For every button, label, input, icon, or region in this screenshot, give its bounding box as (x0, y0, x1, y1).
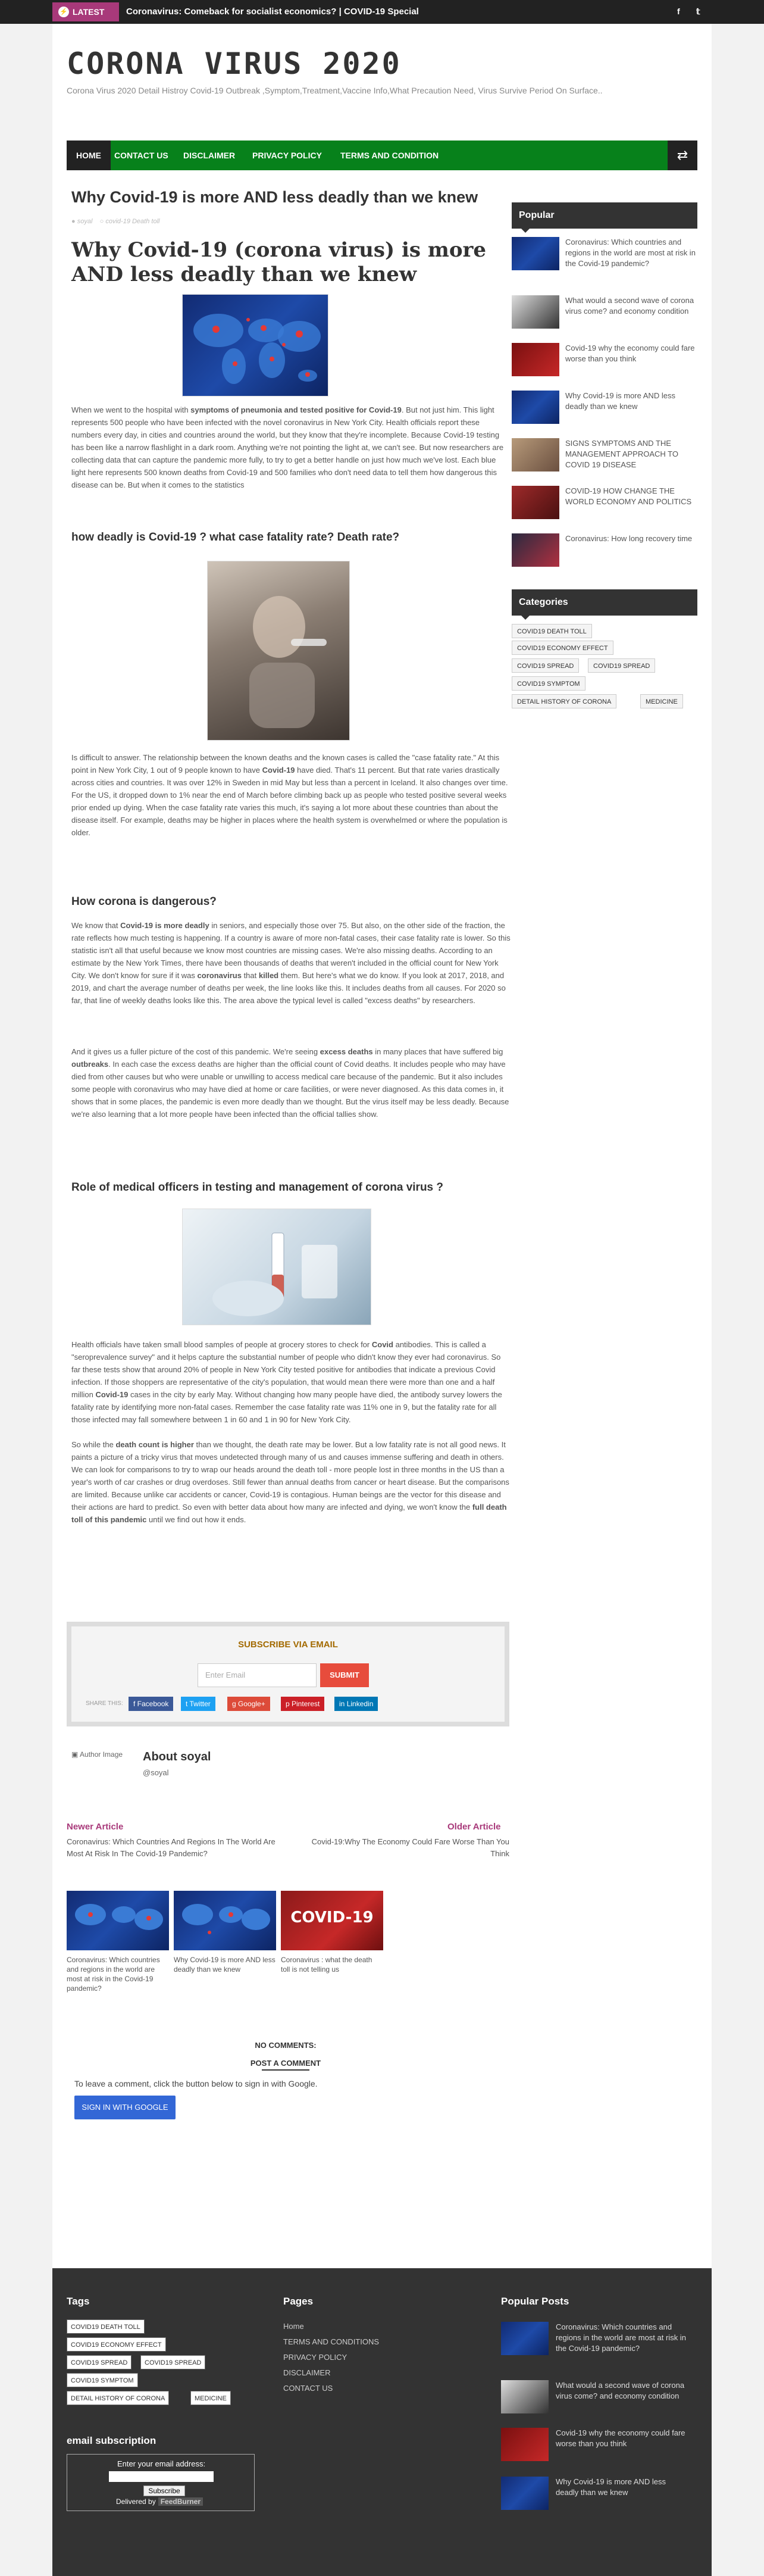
post-comment-label: POST A COMMENT (250, 2059, 321, 2068)
pinterest-icon: p (286, 1700, 292, 1708)
bolt-icon: ⚡ (58, 7, 69, 17)
paragraph-health-officials (71, 1338, 512, 1426)
nav-disclaimer[interactable]: DISCLAIMER (183, 151, 236, 160)
twitter-icon: t (186, 1700, 190, 1708)
footer-popular-link-2[interactable]: What would a second wave of corona virus come? and economy condition (556, 2381, 685, 2400)
bold-span: Covid (371, 1340, 393, 1349)
bold-span: killed (258, 971, 279, 980)
google-plus-icon: g (232, 1700, 239, 1708)
twitter-icon[interactable]: 𝕥 (696, 7, 700, 16)
category-tag[interactable]: COVID19 DEATH TOLL (512, 624, 592, 638)
category-tag[interactable]: COVID19 SYMPTOM (512, 676, 585, 691)
nav-terms-condition[interactable]: TERMS AND CONDITION (340, 151, 439, 160)
popular-thumb-6[interactable] (512, 486, 559, 519)
author-icon: ● (71, 218, 76, 225)
footer-tag[interactable]: COVID19 ECONOMY EFFECT (67, 2337, 166, 2352)
shuffle-icon[interactable]: ⇄ (668, 140, 697, 170)
broken-image-icon: ▣ (71, 1750, 80, 1759)
world-map-graphic (183, 295, 329, 397)
category-tag[interactable]: MEDICINE (640, 694, 683, 708)
footer-popular-link-4[interactable]: Why Covid-19 is more AND less deadly than we knew (556, 2477, 666, 2497)
related-thumb-2[interactable] (174, 1891, 276, 1950)
bold-span: death count is higher (115, 1440, 194, 1449)
newer-article-label: Newer Article (67, 1822, 124, 1832)
post-author[interactable]: soyal (77, 218, 93, 225)
paragraph-intro (71, 404, 512, 491)
footer-popular-link-1[interactable]: Coronavirus: Which countries and regions in the world are most at risk in the Covid-19 pandemic? (556, 2322, 686, 2353)
newer-article-link[interactable]: Coronavirus: Which Countries And Regions In The World Are Most At Risk In The Covid-19 Pandemic? (67, 1837, 275, 1858)
footer-tags-title: Tags (67, 2296, 90, 2307)
text-span: Health officials have taken small blood samples of people at grocery stores to check for (71, 1340, 372, 1349)
text-span: have died. That's 11 percent. But that rate varies drastically across cities and countries. It was over 12% in Sweden in mid May but less than a percent in Iceland. It also changes over time. For the US, it dropped down to 1% near the end of March before climbing back up as people who tested positive several weeks prior ended up dying. When the case fatality rate varies this much, it's saying a lot more about these countries than about the disease itself. For example, deaths may be higher in places where the health system is overwhelmed or where the population is older. (71, 766, 508, 837)
footer-subscribe-button[interactable]: Subscribe (143, 2486, 185, 2496)
comment-instructions: To leave a comment, click the button below to sign in with Google. (74, 2079, 318, 2088)
footer-popular-thumb-1[interactable] (501, 2322, 549, 2355)
footer-email-title: email subscription (67, 2435, 156, 2446)
text-span: Is difficult to answer. The relationship between the known deaths and the known cases is called the "case fatality rate." At this point in New York City, 1 out of 9 people known to have (71, 753, 500, 775)
share-google-button[interactable] (227, 1697, 270, 1711)
post-comment-underline (262, 2069, 309, 2071)
footer-tag[interactable]: COVID19 SYMPTOM (67, 2373, 138, 2387)
popular-thumb-2[interactable] (512, 295, 559, 329)
bold-span: Covid-19 (95, 1390, 129, 1399)
ticker-link[interactable]: Coronavirus: Comeback for socialist economics? | COVID-19 Special (126, 7, 419, 17)
post-heading: Why Covid-19 is more AND less deadly than we knew (71, 188, 478, 206)
text-span: them. But here's what we do know. If you look at 2017, 2018, and 2019, and chart the average number of deaths per week, the line looks like this. It includes deaths from all causes. For 2020 so far, that line of weekly deaths looks like this. The area above the typical level is called "excess deaths" by researchers. (71, 971, 506, 1005)
text-span: that (241, 971, 259, 980)
popular-thumb-3[interactable] (512, 343, 559, 376)
footer-popular-thumb-4[interactable] (501, 2477, 549, 2510)
lab-image (182, 1209, 371, 1325)
bold-span: Covid-19 is more deadly (120, 921, 209, 930)
share-label: SHARE THIS: (86, 1700, 123, 1707)
footer-page-link[interactable]: DISCLAIMER (283, 2368, 331, 2377)
patient-graphic (208, 561, 350, 741)
related-caption-1[interactable]: Coronavirus: Which countries and regions in the world are most at risk in the Covid-19 pandemic? (67, 1956, 160, 1993)
footer-page-link[interactable]: PRIVACY POLICY (283, 2353, 347, 2362)
world-map-thumb (174, 1891, 276, 1950)
popular-thumb-7[interactable] (512, 533, 559, 567)
share-label-text: Pinterest (292, 1700, 320, 1708)
subscribe-submit-button[interactable]: SUBMIT (320, 1663, 369, 1687)
bold-span: full death toll of this pandemic (71, 1503, 507, 1524)
footer-email-box (67, 2454, 255, 2511)
text-span: We know that (71, 921, 121, 930)
share-label-text: Twitter (189, 1700, 211, 1708)
paragraph-danger (71, 919, 512, 1007)
footer-delivered-by (116, 2497, 203, 2506)
subscribe-box (67, 1622, 509, 1726)
popular-link-4[interactable]: Why Covid-19 is more AND less deadly than we knew (565, 391, 675, 411)
footer (52, 2268, 712, 2576)
text-span: antibodies. This is called a "seroprevalence survey" and it helps capture the substantial number of people who didn't know they ever had coronavirus. So far these tests show that around 20% of people in New York City tested positive for antibodies that indicate a previous Covid infection. If those shoppers are representative of the city's population, that would mean there were more than one and a half million (71, 1340, 501, 1399)
bold-span: coronavirus (197, 971, 242, 980)
share-facebook-button[interactable] (129, 1697, 173, 1711)
category-tag[interactable]: COVID19 ECONOMY EFFECT (512, 641, 613, 655)
footer-email-label: Enter your email address: (117, 2459, 206, 2468)
post-title: Why Covid-19 (corona virus) is more AND less deadly than we knew (71, 238, 487, 286)
text-span: in many places that have suffered big (372, 1047, 503, 1056)
share-label-text: Google+ (238, 1700, 265, 1708)
footer-tag[interactable]: COVID19 SPREAD (67, 2355, 131, 2369)
thumb-covid-label: COVID-19 (290, 1909, 374, 1926)
footer-popular-thumb-2[interactable] (501, 2380, 549, 2413)
text-span: . In each case the excess deaths are higher than the official count of Covid deaths. It includes people who may have died from other causes but who were unable or unwilling to access medical care because of the pandemic. But it also includes some people with coronavirus who may have died at home or care facilities, or were never diagnosed. As this data comes in, it shows that in some places, the pandemic is even more deadly than we thought. But the virus itself may be less deadly. Because we're also learning that a lot more people have been infected than the official tallies show. (71, 1060, 509, 1119)
older-article-link[interactable]: Covid-19:Why The Economy Could Fare Worse Than You Think (311, 1837, 509, 1858)
category-tag[interactable]: COVID19 SPREAD (512, 658, 579, 673)
bold-span: Covid-19 (262, 766, 295, 775)
footer-page-link[interactable]: Home (283, 2322, 304, 2331)
popular-thumb-1[interactable] (512, 237, 559, 270)
text-span: When we went to the hospital with (71, 405, 191, 414)
text-span: cases in the city by early May. Without changing how many people have died, the antibody survey lowers the fatality rate by identifying more non-fatal cases. Remember the case fatality rate was 11% one in 9, but the fatality rate for all those infected may fall somewhere between 1 in 60 and 1 in 90 for New York City. (71, 1390, 502, 1424)
popular-link-7[interactable]: Coronavirus: How long recovery time (565, 534, 693, 543)
post-meta (71, 218, 159, 225)
popular-link-1[interactable]: Coronavirus: Which countries and regions in the world are most at risk in the Covid-19 pandemic? (565, 238, 696, 268)
lab-graphic (183, 1209, 372, 1326)
paragraph-fatality (71, 751, 512, 839)
subscribe-title: SUBSCRIBE VIA EMAIL (238, 1640, 338, 1650)
footer-tag[interactable]: COVID19 SPREAD (140, 2355, 205, 2369)
facebook-icon: f (133, 1700, 137, 1708)
label-icon: ○ (99, 218, 104, 225)
patient-image (207, 561, 350, 741)
bold-span: symptoms of pneumonia and tested positive for Covid-19 (190, 405, 402, 414)
text-span: until we find out how it ends. (146, 1515, 246, 1524)
linkedin-icon: in (339, 1700, 347, 1708)
popular-title: Popular (512, 202, 697, 229)
main-nav (67, 140, 697, 170)
site-description: Corona Virus 2020 Detail Histroy Covid-19 Outbreak ,Symptom,Treatment,Vaccine Info,What Precaution Need, Virus Survive Period On Surface.. (67, 86, 603, 95)
text-span: So while the (71, 1440, 116, 1449)
nav-contact-us[interactable]: CONTACT US (114, 151, 168, 160)
post-label[interactable]: covid-19 Death toll (105, 218, 160, 225)
related-thumb-3[interactable] (281, 1891, 383, 1950)
heading-danger: How corona is dangerous? (71, 895, 217, 908)
no-comments-label: NO COMMENTS: (255, 2041, 317, 2050)
related-caption-3[interactable]: Coronavirus : what the death toll is not telling us (281, 1956, 372, 1974)
delivered-by-text: Delivered by (116, 2497, 156, 2506)
sign-in-google-button[interactable]: SIGN IN WITH GOOGLE (74, 2096, 176, 2119)
latest-badge (52, 2, 119, 21)
related-caption-2[interactable]: Why Covid-19 is more AND less deadly than we knew (174, 1956, 275, 1974)
top-bar (0, 0, 764, 24)
bold-span: excess deaths (320, 1047, 373, 1056)
about-author: About soyal (143, 1750, 211, 1763)
footer-pages-title: Pages (283, 2296, 314, 2307)
share-label-text: Linkedin (346, 1700, 374, 1708)
text-span: than we thought, the death rate may be lower. But a low fatality rate is not all good news. It paints a picture of a tricky virus that moves undetected through many of us and causes immense suffering and death in others. We can look for comparisons to try to wrap our heads around the death toll - more people lost in three months in the US than a year's worth of car crashes or drug overdoses. Still fewer than annual deaths from cancer or heart disease. But the comparisons are limited. Because unlike car accidents or cancer, Covid-19 is contagious. Human beings are the vector for this disease and their actions are hard to predict. So even with better data about how many are infected and dying, we won't know the (71, 1440, 509, 1512)
author-username[interactable]: @soyal (143, 1768, 169, 1777)
share-twitter-button[interactable] (181, 1697, 215, 1711)
category-tag[interactable]: DETAIL HISTORY OF CORONA (512, 694, 616, 708)
author-image (71, 1750, 123, 1759)
popular-thumb-4[interactable] (512, 391, 559, 424)
popular-thumb-5[interactable] (512, 438, 559, 472)
popular-link-6[interactable]: COVID-19 HOW CHANGE THE WORLD ECONOMY AND POLITICS (565, 486, 692, 506)
footer-tag[interactable]: COVID19 DEATH TOLL (67, 2319, 145, 2334)
footer-popular-thumb-3[interactable] (501, 2428, 549, 2461)
categories-title: Categories (512, 589, 697, 616)
footer-popular-link-3[interactable]: Covid-19 why the economy could fare worse than you think (556, 2428, 685, 2448)
feedburner-link[interactable]: FeedBurner (158, 2497, 203, 2506)
heading-role: Role of medical officers in testing and management of corona virus ? (71, 1181, 444, 1194)
category-tag[interactable]: COVID19 SPREAD (588, 658, 655, 673)
subscribe-email-input[interactable]: Enter Email (198, 1663, 317, 1687)
footer-page-link[interactable]: CONTACT US (283, 2384, 333, 2393)
text-span: . But not just him. This light represents 500 people who have been infected with the novel coronavirus in New York City. Health officials report these numbers every day, in cities and countries around the world, but they know that they're incomplete. Because Covid-19 testing has been like a narrow flashlight in a dark room. Anything we're not pointing the light at, we can't see. But now researchers are collecting data that can capture the pandemic more fully, to try to get a better handle on just how much we've lost. Each blue light here represents 500 known deaths from Covid-19 and 500 families who don't need data to tell them how dangerous this disease can be. But when it comes to the statistics (71, 405, 504, 489)
share-linkedin-button[interactable] (334, 1697, 378, 1711)
world-map-thumb (67, 1891, 169, 1950)
older-article-label: Older Article (447, 1822, 501, 1832)
footer-tag[interactable]: DETAIL HISTORY OF CORONA (67, 2391, 169, 2405)
nav-home[interactable]: HOME (67, 140, 111, 170)
footer-popular-title: Popular Posts (501, 2296, 569, 2307)
paragraph-death-count (71, 1438, 512, 1526)
nav-privacy-policy[interactable]: PRIVACY POLICY (252, 151, 322, 160)
author-image-alt: Author Image (80, 1750, 123, 1759)
related-thumb-1[interactable] (67, 1891, 169, 1950)
popular-link-3[interactable]: Covid-19 why the economy could fare worse than you think (565, 344, 695, 363)
text-span: in seniors, and especially those over 75. But also, on the other side of the fraction, the rate reflects how much testing is happening. If a country is aware of more non-fatal cases, their case fatality rate is lower. So this statistic isn't all that useful because we know most countries are missing cases. We're also missing deaths. According to an estimate by the New York Times, there have been thousands of deaths that weren't included in the official count for New York City. We don't know for sure if it was (71, 921, 511, 980)
page-wrapper (52, 24, 712, 2268)
latest-label: LATEST (73, 7, 105, 17)
paragraph-excess-deaths (71, 1045, 512, 1120)
bold-span: outbreaks (71, 1060, 109, 1069)
facebook-icon[interactable]: f (677, 7, 680, 16)
footer-email-input[interactable] (109, 2471, 214, 2482)
footer-page-link[interactable]: TERMS AND CONDITIONS (283, 2337, 380, 2346)
popular-link-2[interactable]: What would a second wave of corona virus come? and economy condition (565, 296, 694, 316)
site-title[interactable]: CORONA VIRUS 2020 (67, 46, 402, 81)
world-map-image (182, 294, 328, 396)
footer-tag[interactable]: MEDICINE (190, 2391, 231, 2405)
text-span: And it gives us a fuller picture of the cost of this pandemic. We're seeing (71, 1047, 320, 1056)
popular-link-5[interactable]: SIGNS SYMPTOMS AND THE MANAGEMENT APPROACH TO COVID 19 DISEASE (565, 439, 678, 469)
heading-fatality: how deadly is Covid-19 ? what case fatality rate? Death rate? (71, 531, 400, 544)
share-pinterest-button[interactable] (281, 1697, 324, 1711)
share-label-text: Facebook (137, 1700, 169, 1708)
